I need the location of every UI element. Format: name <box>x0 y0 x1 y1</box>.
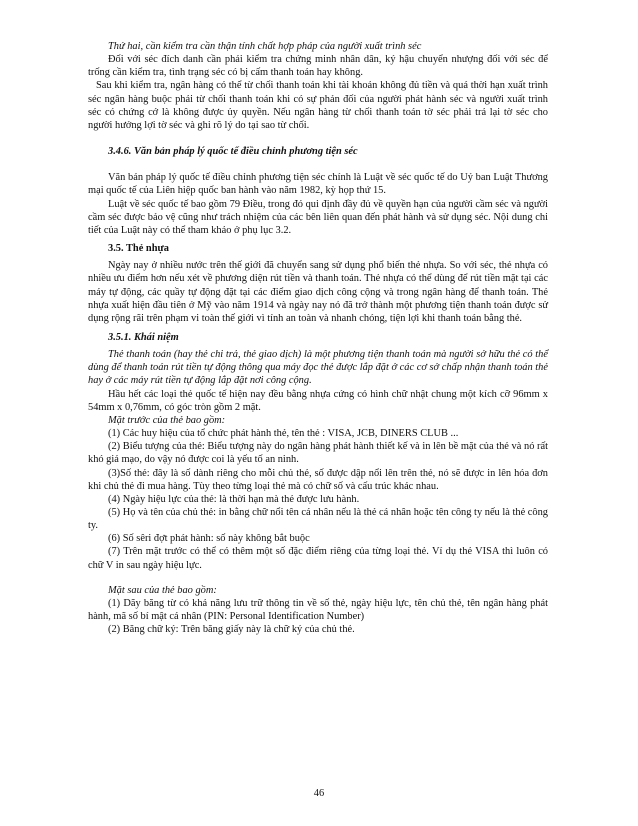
paragraph-van-ban-phap-ly: Văn bản pháp lý quốc tế điều chỉnh phương tiện séc chính là Luật về séc quốc tế do Uỷ ban Luật Thương mại quốc tế của Liên hiệp quốc ban hành vào năm 1982, kỳ họp thứ 15. <box>88 172 548 197</box>
page-number: 46 <box>313 788 325 799</box>
paragraph-the-nhua: Ngày nay ở nhiều nước trên thế giới đã chuyển sang sử dụng phổ biến thẻ nhựa. So với séc, thẻ nhựa có nhiều ưu điểm hơn nếu xét về phương diện rút tiền và thanh toán. Thẻ nhựa có thể dùng để rút tiền mặt tại các máy tự động, các quầy tự động đặt tại các điểm giao dịch công cộng và trong ngân hàng để thanh toán. Thẻ nhựa xuất hiện đầu tiên ở Mỹ vào năm 1914 và ngày nay nó đã trở thành một phương tiện thanh toán được sử dụng rộng rãi trên phạm vi toàn thế giới vì tính an toàn và nhanh chóng, tiện lợi khi thanh toán bằng thẻ. <box>88 260 548 324</box>
list-item-front-4: (4) Ngày hiệu lực của thẻ: là thời hạn mà thẻ được lưu hành. <box>108 493 360 505</box>
list-item-front-5: (5) Họ và tên của chủ thẻ: in bằng chữ nổi tên cá nhân nếu là thẻ cá nhân hoặc tên công ty nếu là thẻ công ty. <box>88 507 548 532</box>
label-mat-sau: Mặt sau của thẻ bao gồm: <box>108 584 217 596</box>
paragraph-the-thanh-toan: Thẻ thanh toán (hay thẻ chi trả, thẻ giao dịch) là một phương tiện thanh toán mà người sở hữu thẻ có thể dùng để thanh toán rút tiền tự động thông qua máy đọc thẻ được lắp đặt ở các cơ sở chấp nhận thanh toán thẻ hay ở các máy rút tiền tự động lắp đặt nơi công cộng. <box>88 349 548 387</box>
paragraph-sau-khi-kiem-tra: Sau khi kiểm tra, ngân hàng có thể từ chối thanh toán khi tài khoản không đủ tiền và quá thời hạn xuất trình séc ngân hàng buộc phải từ chối thanh toán khi có sự phản đối của người phát hành séc và người xuất trình séc có chứng cớ là không được ủy quyền. Nếu ngân hàng từ chối thanh toán tờ séc phải trả lại tờ séc cho người hưởng lợi tờ séc và ghi rõ lý do tại sao từ chối. <box>88 80 548 131</box>
paragraph-luat-ve-sec: Luật về séc quốc tế bao gồm 79 Điều, trong đó qui định đầy đủ về quyền hạn của người cầm séc và người cầm séc được bảo vệ cũng như trách nhiệm của các bên liên quan đến phát hành và sử dụng séc. Nội dung chi tiết của Luật này có thể tham khảo ở phụ lục 3.2. <box>88 198 548 236</box>
section-heading-3-4-6: 3.4.6. Văn bản pháp lý quốc tế điều chỉnh phương tiện séc <box>108 146 358 158</box>
label-mat-truoc: Mặt trước của thẻ bao gồm: <box>108 414 226 426</box>
page-body <box>88 40 548 636</box>
paragraph-sec-dich-danh: Đối với séc đích danh cần phải kiểm tra chứng minh nhân dân, ký hậu chuyển nhượng đối với séc để trống cần kiểm tra, tình trạng séc có bị cấm thanh toán hay không. <box>88 54 548 79</box>
list-item-front-6: (6) Số sêri đợt phát hành: số này không bắt buộc <box>108 533 310 545</box>
section-heading-3-5-1: 3.5.1. Khái niệm <box>108 331 179 343</box>
paragraph-thu-hai: Thứ hai, cần kiểm tra cần thận tính chất hợp pháp của người xuất trình séc <box>108 41 422 52</box>
list-item-front-2: (2) Biểu tượng của thẻ: Biểu tượng này do ngân hàng phát hành thiết kế và in lên bề mặt của thẻ và nó rất khó giả mạo, do vậy nó được coi là yếu tố an ninh. <box>88 441 548 466</box>
spacer <box>88 572 548 584</box>
list-item-front-1: (1) Các huy hiệu của tổ chức phát hành thẻ, tên thẻ : VISA, JCB, DINERS CLUB ... <box>108 428 459 440</box>
list-item-front-3: (3)Số thẻ: đây là số dành riêng cho mỗi chủ thẻ, số được dập nổi lên trên thẻ, nó sẽ được in lên hóa đơn khi chủ thẻ đi mua hàng. Tùy theo từng loại thẻ mà có chữ số và cấu trúc khác nhau. <box>88 467 548 492</box>
list-item-front-7: (7) Trên mặt trước có thể có thêm một số đặc điểm riêng của từng loại thẻ. Ví dụ thẻ VISA thì luôn có chữ V in sau ngày hiệu lực. <box>88 546 548 571</box>
list-item-back-1: (1) Dãy băng từ có khả năng lưu trữ thông tin về số thẻ, ngày hiệu lực, tên chủ thẻ, tên ngân hàng phát hành, mã số bí mật cá nhân (PIN: Personal Identification Number) <box>88 597 548 623</box>
section-heading-3-5: 3.5. Thẻ nhựa <box>108 243 169 255</box>
list-item-back-2: (2) Băng chữ ký: Trên băng giấy này là chữ ký của chủ thẻ. <box>108 624 355 636</box>
paragraph-hau-het: Hầu hết các loại thẻ quốc tế hiện nay đều bằng nhựa cứng có hình chữ nhật chung một kích cỡ 96mm x 54mm x 0,76mm, có góc tròn gồm 2 mặt. <box>88 388 548 413</box>
